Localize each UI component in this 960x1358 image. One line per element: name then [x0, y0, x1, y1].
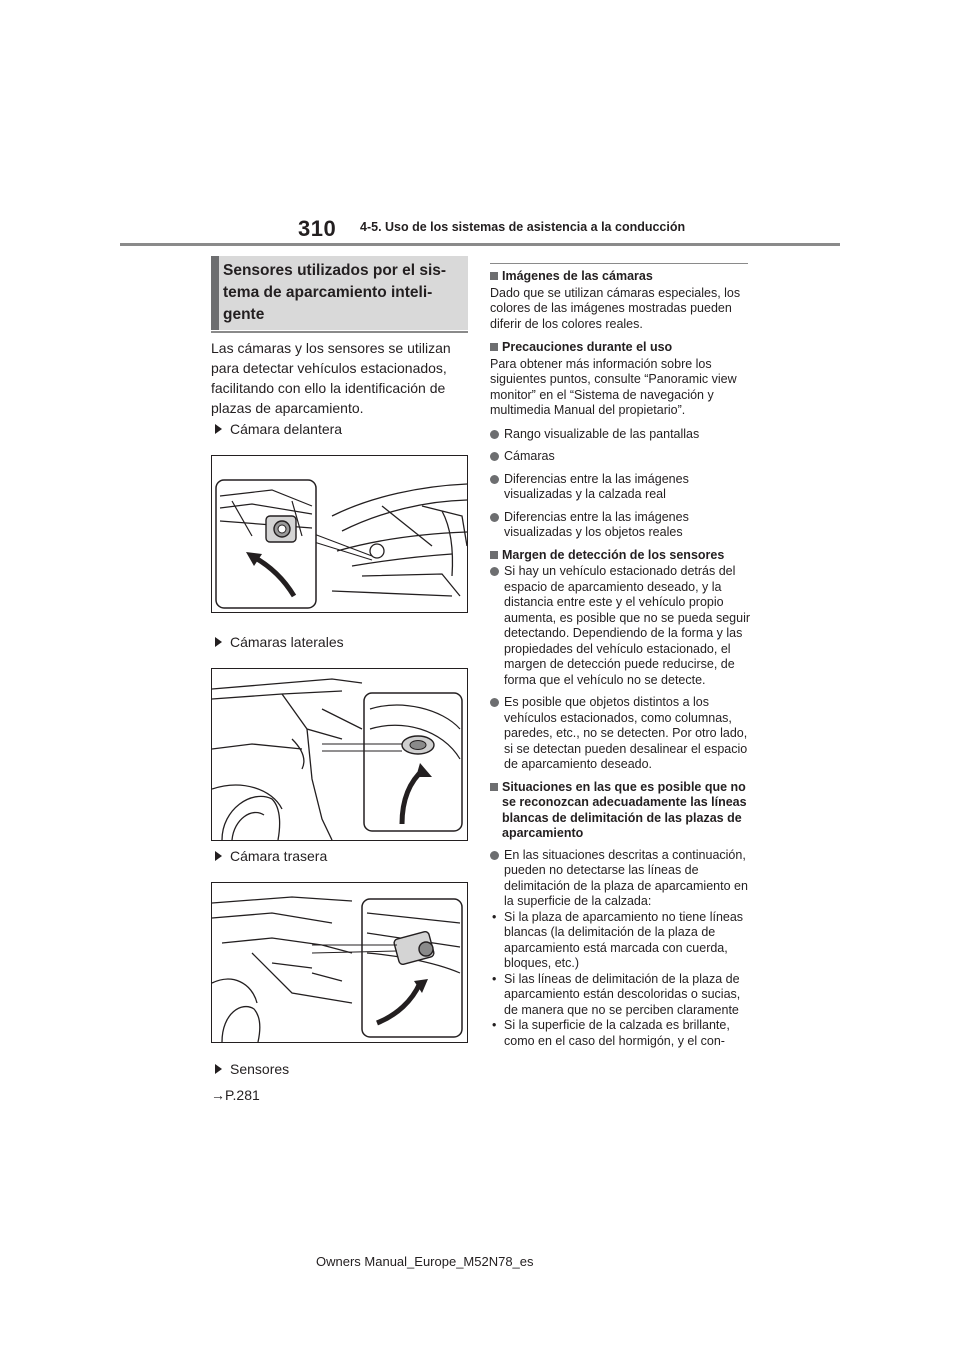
item-sensors-label: Sensores: [230, 1061, 290, 1077]
page-reference-link[interactable]: →P.281: [211, 1087, 260, 1103]
bullet-text: Cámaras: [504, 449, 555, 463]
sub-bullet-text: Si la superficie de la calzada es brillante, como en el caso del hormigón, y el con-: [504, 1018, 730, 1048]
item-front-camera-label: Cámara delantera: [230, 421, 343, 437]
paragraph-precautions: Para obtener más información sobre los siguientes puntos, consulte “Panoramic view monitor” en el “Sistema de navegación y multimedia Manual del propietario”.: [490, 356, 737, 417]
item-rear-camera-label: Cámara trasera: [230, 848, 328, 864]
sub-bullet-item: [490, 910, 750, 972]
bullet-text: Rango visualizable de las pantallas: [504, 426, 700, 441]
side-camera-illustration: [212, 669, 467, 840]
sub-bullet-text: Si las líneas de delimitación de la plaza de aparcamiento están descoloridas o sucias, de manera que no se perciben claramente: [504, 971, 741, 1017]
bullet-item: [490, 848, 750, 910]
item-side-cameras-label: Cámaras laterales: [230, 634, 344, 650]
square-bullet-icon: [490, 551, 498, 559]
page-number: 310: [298, 216, 337, 241]
bullet-text: Si hay un vehículo estacionado detrás del espacio de aparcamiento deseado, y la distancia entre este y el vehículo propio aumenta, es posible que no se pueda seguir detectando. Dependiendo de la forma y las propiedades del vehículo estacionado, el margen de detección puede reducirse, de forma que el vehículo no se detecte.: [504, 564, 751, 687]
round-bullet-icon: [490, 475, 499, 484]
intro-paragraph: Las cámaras y los sensores se utilizan para detectar vehículos estacionados, facilitando con ello la identificación de plazas de aparcamiento.: [211, 340, 451, 416]
front-camera-detail-frame: [216, 480, 316, 608]
heading-camera-images: [490, 269, 750, 285]
heading-detection-margin-text: Margen de detección de los sensores: [502, 547, 725, 562]
figure-rear-camera: [211, 882, 468, 1043]
arrow-marker-icon: [215, 851, 222, 861]
sub-bullet-item: [490, 972, 750, 1019]
square-bullet-icon: [490, 272, 498, 280]
side-camera-detail-frame: [364, 693, 462, 831]
figure-front-camera: [211, 455, 468, 613]
footer-document-id: Owners Manual_Europe_M52N78_es: [316, 1254, 534, 1269]
round-bullet-icon: [490, 698, 499, 707]
round-bullet-icon: [490, 430, 499, 439]
bullet-item: [490, 510, 750, 541]
heading-white-lines-text: Situaciones en las que es posible que no se reconozcan adecuadamente las líneas blancas de delimitación de las plazas de aparcamiento: [502, 779, 747, 840]
arrow-marker-icon: [215, 1064, 222, 1074]
arrow-marker-icon: [215, 424, 222, 434]
bullet-text: Diferencias entre la las imágenes visualizadas y los objetos reales: [504, 509, 689, 539]
item-side-cameras: [215, 634, 344, 650]
sub-bullet-text: Si la plaza de aparcamiento no tiene líneas blancas (la delimitación de la plaza de aparcamiento está marcada con cuerda, bloques, etc.): [504, 909, 744, 970]
bullet-item: [490, 427, 750, 443]
item-rear-camera: [215, 848, 327, 864]
heading-precautions: [490, 340, 750, 356]
round-bullet-icon: [490, 452, 499, 461]
bullet-text: Diferencias entre la las imágenes visualizadas y la calzada real: [504, 471, 689, 501]
square-bullet-icon: [490, 343, 498, 351]
item-sensors: [215, 1061, 289, 1077]
heading-detection-margin: [490, 548, 750, 564]
sub-bullet-item: [490, 1018, 750, 1049]
section-heading-rule: [211, 331, 468, 333]
right-column: [490, 263, 750, 1049]
square-bullet-icon: [490, 783, 498, 791]
heading-camera-images-text: Imágenes de las cámaras: [502, 269, 653, 283]
bullet-text: Es posible que objetos distintos a los vehículos estacionados, como columnas, paredes, etc., no se detecten. Por otro lado, si se detectan pueden desalinear el espacio de aparcamiento deseado.: [504, 695, 748, 771]
round-bullet-icon: [490, 851, 499, 860]
rear-camera-illustration: [212, 883, 467, 1042]
bullet-item: [490, 472, 750, 503]
chapter-title: 4-5. Uso de los sistemas de asistencia a la conducción: [360, 220, 686, 234]
round-bullet-icon: [490, 513, 499, 522]
section-heading-bar: [211, 256, 219, 330]
paragraph-camera-images: Dado que se utilizan cámaras especiales, los colores de las imágenes mostradas pueden diferir de los colores reales.: [490, 285, 741, 331]
sub-bullet-marker: •: [492, 1018, 497, 1032]
front-camera-illustration: [212, 456, 467, 612]
arrow-marker-icon: [215, 637, 222, 647]
bullet-item: [490, 564, 750, 688]
heading-white-lines: [490, 780, 750, 842]
item-front-camera: [215, 421, 342, 437]
right-column-rule: [490, 263, 748, 264]
heading-precautions-text: Precauciones durante el uso: [502, 340, 673, 354]
round-bullet-icon: [490, 567, 499, 576]
sub-bullet-marker: •: [492, 909, 497, 924]
sub-bullet-marker: •: [492, 971, 497, 986]
figure-side-cameras: [211, 668, 468, 841]
bullet-item: [490, 449, 750, 465]
section-heading-box: [211, 256, 468, 330]
header-rule: [120, 243, 840, 246]
rear-camera-lens-icon: [419, 942, 433, 956]
bullet-text: En las situaciones descritas a continuación, pueden no detectarse las líneas de delimitación de la plaza de aparcamiento en la superficie de la calzada:: [504, 847, 748, 908]
bullet-item: [490, 695, 750, 773]
section-title: Sensores utilizados por el sis-tema de aparcamiento inteli-gente: [223, 262, 447, 323]
